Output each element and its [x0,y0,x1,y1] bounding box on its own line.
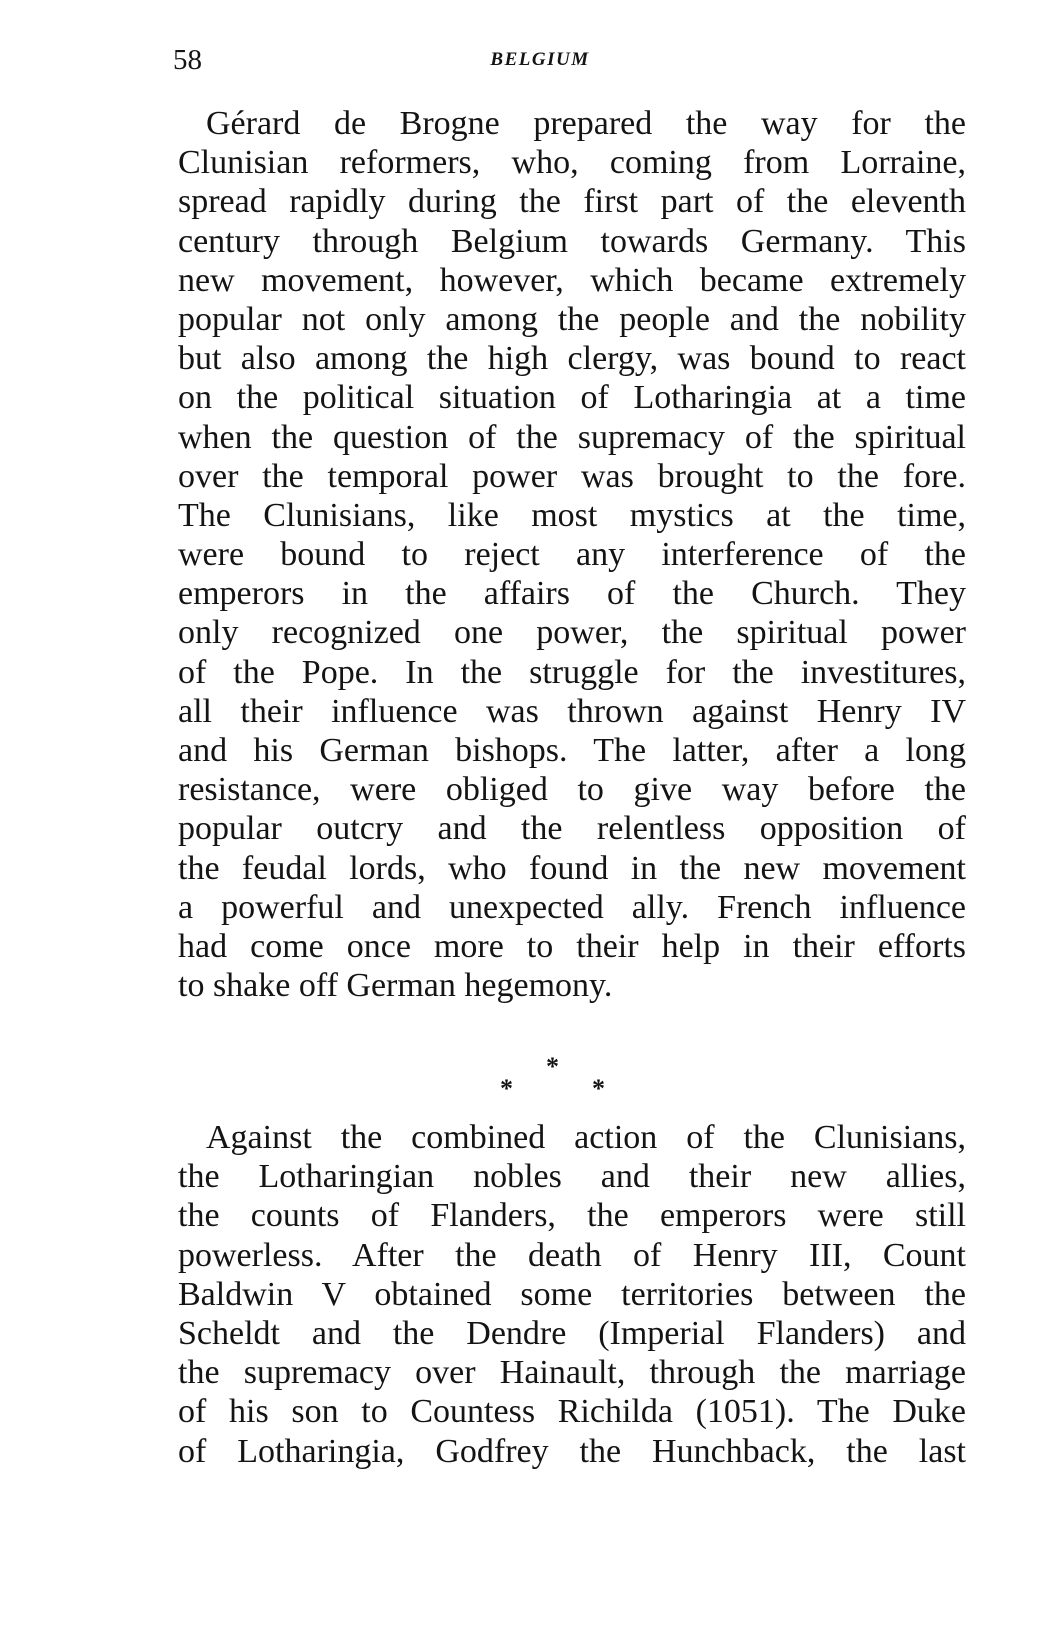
text-line: popular outcry and the relentless opposition of [178,810,966,848]
text-line: only recognized one power, the spiritual power [178,614,966,652]
text-line: to shake off German hegemony. [178,967,613,1005]
text-line: the Lotharingian nobles and their new allies, [178,1158,966,1196]
running-head: BELGIUM [490,49,590,70]
text-line: of the Pope. In the struggle for the investitures, [178,653,966,691]
text-line: Gérard de Brogne prepared the way for the [206,105,966,142]
text-line: emperors in the affairs of the Church. They [178,575,966,613]
text-line: on the political situation of Lotharingia at a time [178,379,966,417]
page-number: 58 [173,44,202,76]
text-line: Baldwin V obtained some territories between the [178,1275,966,1313]
text-line: Against the combined action of the Clunisians, [206,1119,966,1156]
text-line: new movement, however, which became extremely [178,261,966,299]
asterism-separator [500,1052,630,1102]
text-line: Clunisian reformers, who, coming from Lorraine, [178,144,966,182]
asterisk-left: * [500,1074,513,1103]
asterisk-top: * [546,1052,559,1081]
text-line: a powerful and unexpected ally. French influence [178,888,966,926]
text-line: the counts of Flanders, the emperors were still [178,1197,966,1235]
text-line: century through Belgium towards Germany. This [178,222,966,260]
text-line: Scheldt and the Dendre (Imperial Flanders) and [178,1314,966,1352]
text-line: and his German bishops. The latter, after a long [178,732,966,769]
asterisk-right: * [592,1074,605,1103]
text-line: resistance, were obliged to give way before the [178,771,966,809]
text-line: powerless. After the death of Henry III, Count [178,1236,966,1274]
text-line: The Clunisians, like most mystics at the time, [178,496,966,534]
paragraph-1 [178,104,966,1005]
paragraph-2 [178,1118,966,1471]
text-line: were bound to reject any interference of the [178,536,966,574]
text-line: had come once more to their help in their efforts [178,927,966,965]
text-line: of Lotharingia, Godfrey the Hunchback, the last [178,1432,966,1470]
text-line: all their influence was thrown against Henry IV [178,692,966,730]
text-line: popular not only among the people and the nobility [178,300,966,338]
text-line: the feudal lords, who found in the new movement [178,849,966,887]
text-line: the supremacy over Hainault, through the marriage [178,1354,966,1392]
text-line: but also among the high clergy, was bound to react [178,340,966,378]
text-line: over the temporal power was brought to the fore. [178,457,966,495]
text-line: when the question of the supremacy of the spiritual [178,418,966,456]
text-line: spread rapidly during the first part of the eleventh [178,183,966,221]
text-line: of his son to Countess Richilda (1051). The Duke [178,1393,966,1431]
